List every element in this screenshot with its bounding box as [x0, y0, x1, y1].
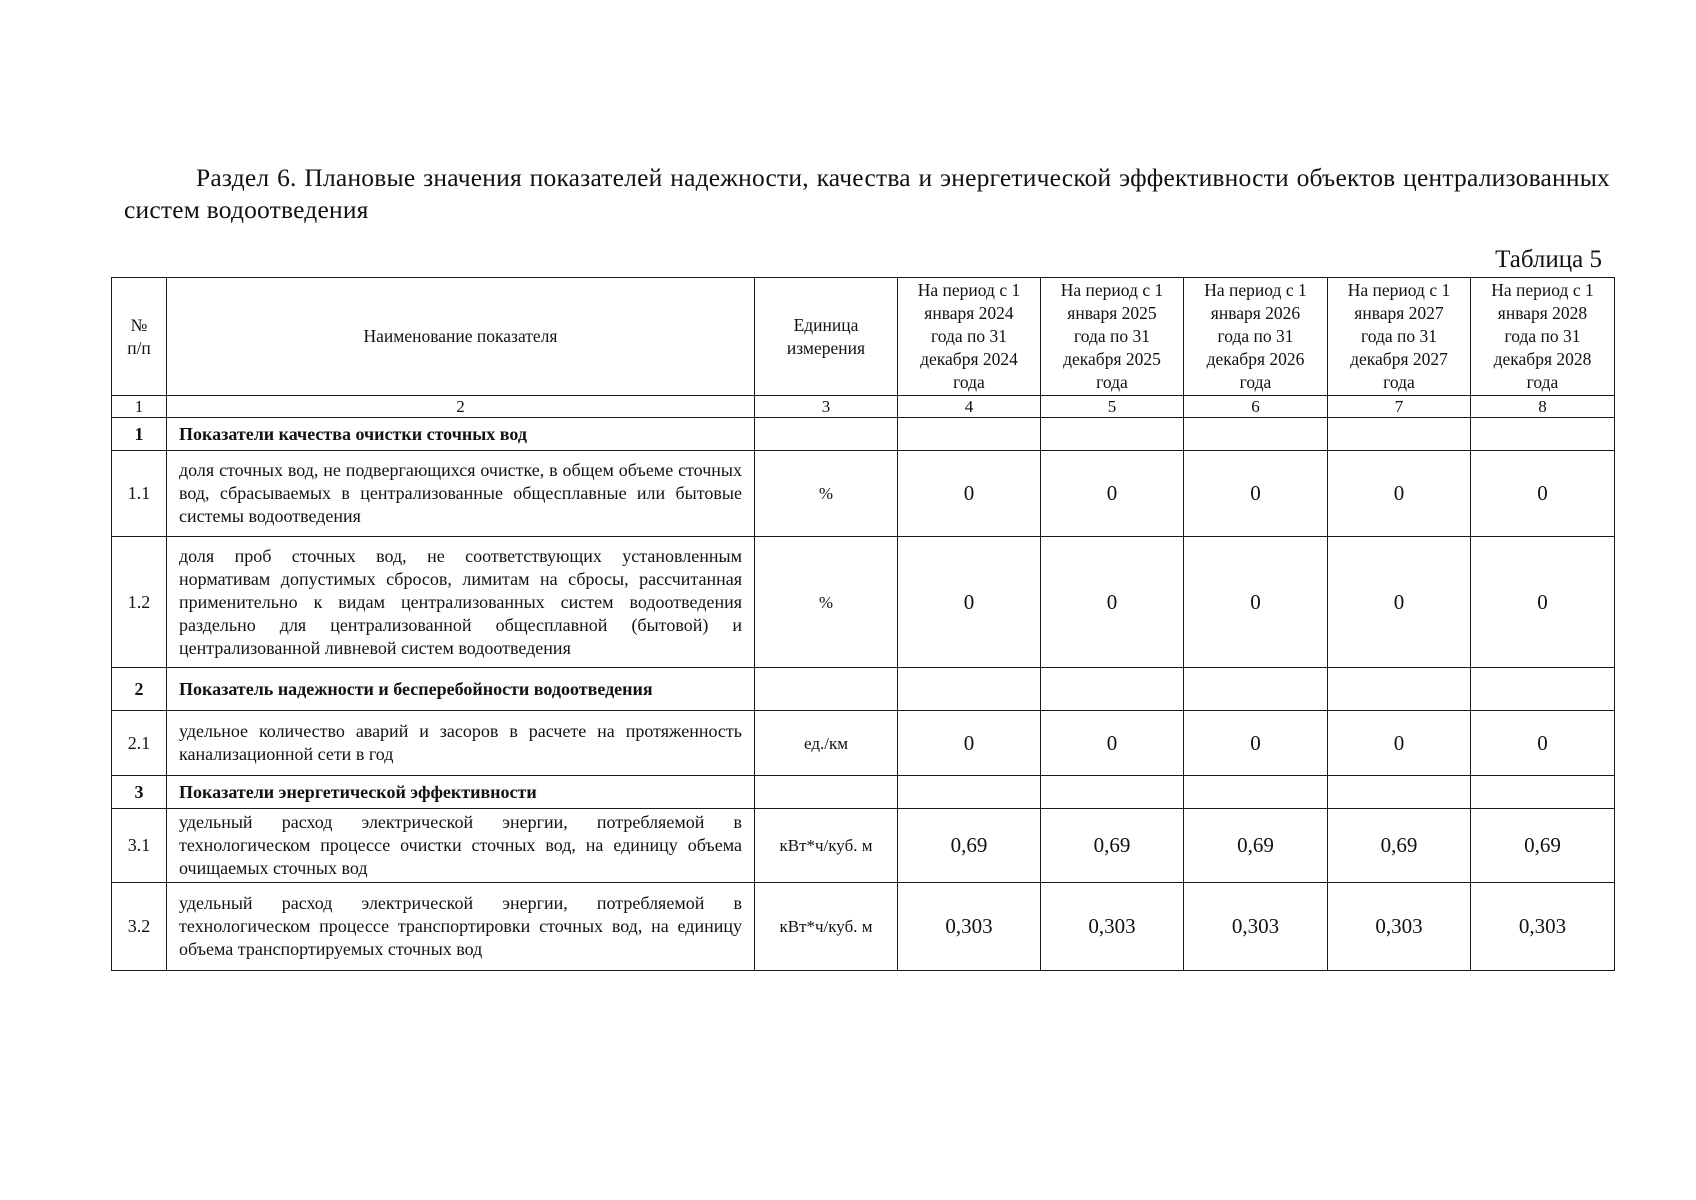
table-row [112, 809, 1615, 883]
value-2028: 0,303 [1471, 883, 1615, 971]
header-unit: Единица измерения [755, 278, 898, 396]
header-num: № п/п [112, 278, 167, 396]
header-name: Наименование показателя [167, 278, 755, 396]
value-2027: 0 [1328, 537, 1471, 668]
unit-cell: кВт*ч/куб. м [755, 883, 898, 971]
row-number: 2 [112, 668, 167, 711]
column-number: 1 [112, 396, 167, 418]
value-2025: 0 [1041, 451, 1184, 537]
value-2028: 0 [1471, 537, 1615, 668]
indicator-name: доля проб сточных вод, не соответствующих установленным нормативам допустимых сбросов, лимитам на сбросы, рассчитанная применительно к видам централизованных систем водоотведения раздельно для централизованной общесплавной (бытовой) и централизованной ливневой систем водоотведения [167, 537, 755, 668]
section-title: Показатели качества очистки сточных вод [167, 418, 755, 451]
column-number: 6 [1184, 396, 1328, 418]
value-2027: 0 [1328, 451, 1471, 537]
value-2026: 0 [1184, 711, 1328, 776]
header-period-2025: На период с 1 января 2025 года по 31 декабря 2025 года [1041, 278, 1184, 396]
table-row [112, 883, 1615, 971]
column-number: 5 [1041, 396, 1184, 418]
unit-cell: % [755, 537, 898, 668]
table-label: Таблица 5 [1495, 246, 1602, 273]
row-number: 3 [112, 776, 167, 809]
column-number: 8 [1471, 396, 1615, 418]
column-number: 2 [167, 396, 755, 418]
indicators-table [111, 277, 1615, 971]
indicator-name: удельный расход электрической энергии, потребляемой в технологическом процессе транспортировки сточных вод, на единицу объема транспортируемых сточных вод [167, 883, 755, 971]
row-number: 1.1 [112, 451, 167, 537]
table-row [112, 451, 1615, 537]
value-2028: 0 [1471, 711, 1615, 776]
table-row [112, 711, 1615, 776]
row-number: 2.1 [112, 711, 167, 776]
row-number: 1.2 [112, 537, 167, 668]
value-2026: 0 [1184, 537, 1328, 668]
row-number: 3.1 [112, 809, 167, 883]
value-2024: 0 [898, 451, 1041, 537]
column-number-row [112, 396, 1615, 418]
unit-cell: кВт*ч/куб. м [755, 809, 898, 883]
section-row [112, 776, 1615, 809]
column-number: 7 [1328, 396, 1471, 418]
section-title: Показатели энергетической эффективности [167, 776, 755, 809]
value-2028: 0 [1471, 451, 1615, 537]
section-row [112, 668, 1615, 711]
indicator-name: доля сточных вод, не подвергающихся очистке, в общем объеме сточных вод, сбрасываемых в централизованные общесплавные или бытовые системы водоотведения [167, 451, 755, 537]
indicator-name: удельный расход электрической энергии, потребляемой в технологическом процессе очистки сточных вод, на единицу объема очищаемых сточных вод [167, 809, 755, 883]
value-2026: 0,69 [1184, 809, 1328, 883]
value-2025: 0,303 [1041, 883, 1184, 971]
column-number: 3 [755, 396, 898, 418]
unit-cell: % [755, 451, 898, 537]
section-row [112, 418, 1615, 451]
value-2027: 0 [1328, 711, 1471, 776]
row-number: 1 [112, 418, 167, 451]
header-period-2028: На период с 1 января 2028 года по 31 декабря 2028 года [1471, 278, 1615, 396]
column-number: 4 [898, 396, 1041, 418]
table-row [112, 537, 1615, 668]
value-2024: 0,303 [898, 883, 1041, 971]
value-2024: 0 [898, 537, 1041, 668]
value-2025: 0 [1041, 537, 1184, 668]
value-2027: 0,303 [1328, 883, 1471, 971]
header-period-2027: На период с 1 января 2027 года по 31 декабря 2027 года [1328, 278, 1471, 396]
value-2027: 0,69 [1328, 809, 1471, 883]
table-header-row [112, 278, 1615, 396]
value-2025: 0,69 [1041, 809, 1184, 883]
value-2024: 0,69 [898, 809, 1041, 883]
section-title: Показатель надежности и бесперебойности водоотведения [167, 668, 755, 711]
indicator-name: удельное количество аварий и засоров в расчете на протяженность канализационной сети в год [167, 711, 755, 776]
header-period-2026: На период с 1 января 2026 года по 31 декабря 2026 года [1184, 278, 1328, 396]
header-period-2024: На период с 1 января 2024 года по 31 декабря 2024 года [898, 278, 1041, 396]
value-2026: 0 [1184, 451, 1328, 537]
value-2028: 0,69 [1471, 809, 1615, 883]
document-title: Раздел 6. Плановые значения показателей надежности, качества и энергетической эффективности объектов централизованных систем водоотведения [124, 163, 1610, 224]
value-2024: 0 [898, 711, 1041, 776]
unit-cell: ед./км [755, 711, 898, 776]
row-number: 3.2 [112, 883, 167, 971]
value-2026: 0,303 [1184, 883, 1328, 971]
value-2025: 0 [1041, 711, 1184, 776]
